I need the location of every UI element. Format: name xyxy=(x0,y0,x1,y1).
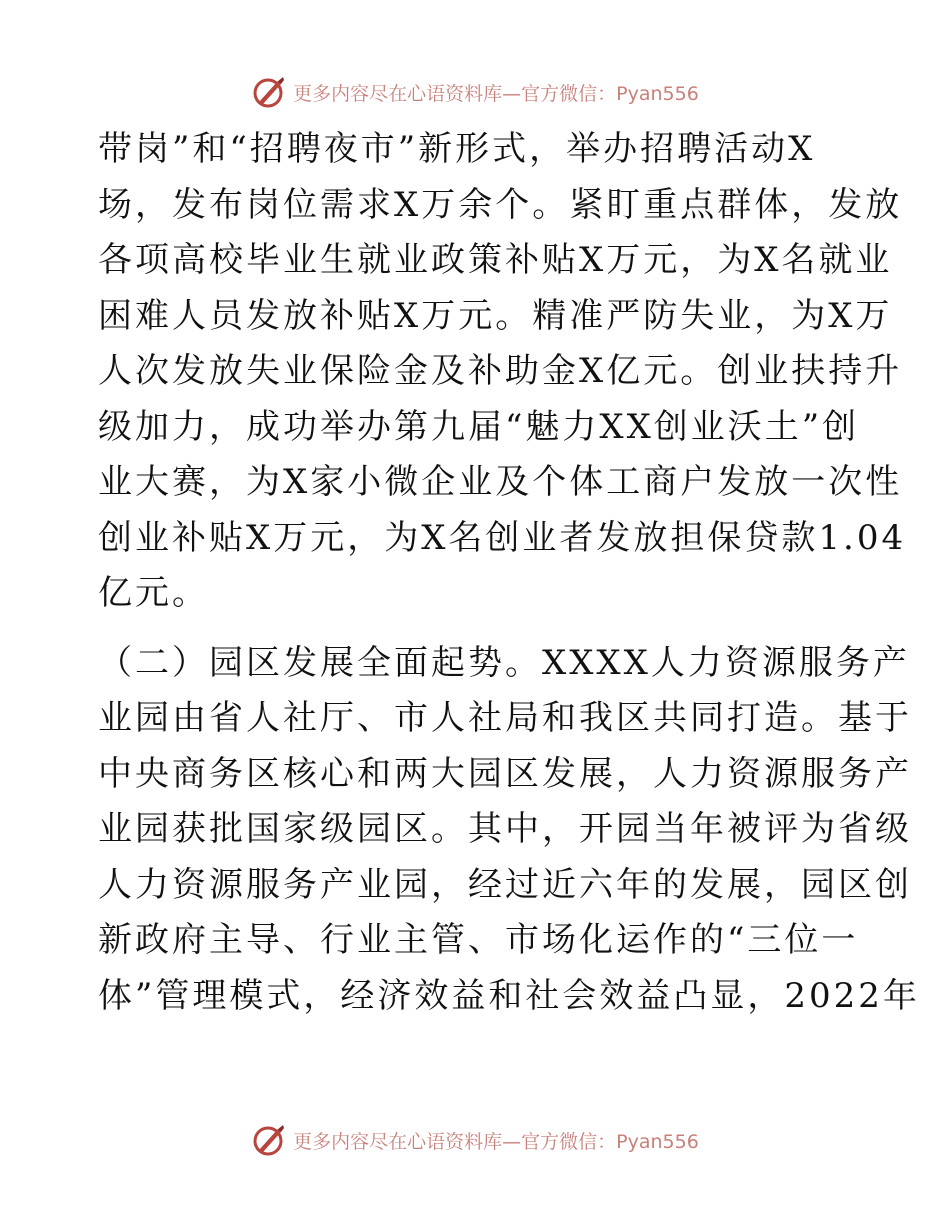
text-line: 创业补贴X万元，为X名创业者发放担保贷款1.04 xyxy=(98,517,907,558)
footer-watermark xyxy=(0,1118,950,1162)
section-heading-line: （二）园区发展全面起势。XXXX人力资源服务产 xyxy=(98,642,910,683)
text-line: 带岗”和“招聘夜市”新形式，举办招聘活动X xyxy=(98,129,816,169)
text-line: 人力资源服务产业园，经过近六年的发展，园区创 xyxy=(98,864,912,905)
text-line: 人次发放失业保险金及补助金X亿元。创业扶持升 xyxy=(98,351,903,391)
watermark-text: 更多内容尽在心语资料库—官方微信：Pyan556 xyxy=(293,1130,699,1153)
text-line: 体”管理模式，经济效益和社会效益凸显，2022年 xyxy=(98,975,920,1016)
paragraph-industrial-park xyxy=(98,636,920,1025)
quill-pen-logo-icon xyxy=(251,74,287,110)
text-line: 业大赛，为X家小微企业及个体工商户发放一次性 xyxy=(98,462,903,502)
text-line: 亿元。 xyxy=(98,573,209,613)
paragraph-employment xyxy=(98,122,907,622)
text-line: 中央商务区核心和两大园区发展，人力资源服务产 xyxy=(98,753,912,794)
text-line: 困难人员发放补贴X万元。精准严防失业，为X万 xyxy=(98,295,893,336)
text-line: 新政府主导、行业主管、市场化运作的“三位一 xyxy=(98,920,859,960)
text-line: 场，发布岗位需求X万余个。紧盯重点群体，发放 xyxy=(98,184,903,225)
quill-pen-logo-icon xyxy=(251,1122,287,1158)
document-body xyxy=(98,122,920,1024)
watermark-text: 更多内容尽在心语资料库—官方微信：Pyan556 xyxy=(293,82,699,105)
text-line: 业园由省人社厅、市人社局和我区共同打造。基于 xyxy=(98,698,912,738)
text-line: 级加力，成功举办第九届“魅力XX创业沃土”创 xyxy=(98,406,860,447)
text-line: 业园获批国家级园区。其中，开园当年被评为省级 xyxy=(98,809,912,849)
header-watermark xyxy=(0,70,950,114)
text-line: 各项高校毕业生就业政策补贴X万元，为X名就业 xyxy=(98,240,893,280)
